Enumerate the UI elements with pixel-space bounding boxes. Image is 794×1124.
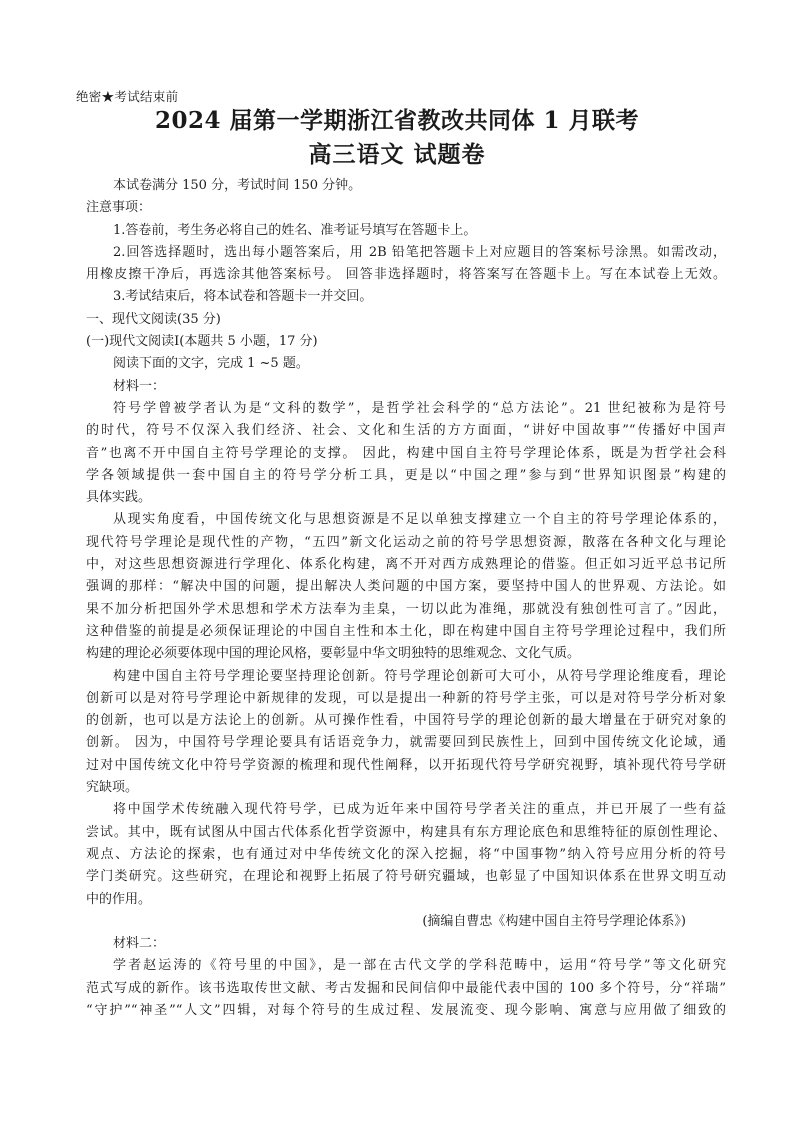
text-line: 的创新，也可以是方法论上的创新。从可操作性看，中国符号学的理论创新的最大增量在于研究对象的 — [86, 713, 726, 729]
text-line: 创新可以是对符号学理论中新规律的发现，可以是提出一种新的符号学主张，可以是对符号学分析对象 — [86, 690, 726, 706]
text-line: 1.答卷前，考生务必将自己的姓名、准考证号填写在答题卡上。 — [113, 222, 477, 238]
text-line: 具体实践。 — [86, 490, 152, 506]
text-line: 尝试。其中，既有试图从中国古代体系化哲学资源中，构建具有东方理论底色和思维特征的原创性理论、 — [86, 824, 726, 840]
text-line: 3.考试结束后，将本试卷和答题卡一并交回。 — [113, 289, 373, 305]
text-line: 究缺项。 — [86, 780, 139, 796]
text-line: 阅读下面的文字，完成 1 ~5 题。 — [113, 356, 309, 372]
text-line: 符号学曾被学者认为是“文科的数学”，是哲学社会科学的“总方法论”。21 世纪被称为是符号 — [113, 400, 726, 416]
text-line: 将中国学术传统融入现代符号学，已成为近年来中国符号学者关注的重点，并已开展了一些有益 — [113, 802, 726, 818]
text-line: 学门类研究。这些研究，在理论和视野上拓展了符号研究疆域，也彰显了中国知识体系在世界文明互动 — [86, 869, 726, 885]
text-line: 中，对这些思想资源进行学理化、体系化构建，离不开对西方成熟理论的借鉴。但正如习近平总书记所 — [86, 557, 726, 573]
text-line: 强调的那样：“解决中国的问题，提出解决人类问题的中国方案，要坚持中国人的世界观、方法论。如 — [86, 579, 726, 595]
text-line: 创新。 因为，中国符号学理论要具有话语竞争力，就需要回到民族性上，回到中国传统文化论域，通 — [86, 735, 726, 751]
text-line: 2.回答选择题时，选出每小题答案后，用 2B 铅笔把答题卡上对应题目的答案标号涂黑。如需改动， — [113, 244, 726, 260]
exam-title: 2024 届第一学期浙江省教改共同体 1 月联考 — [154, 107, 640, 134]
text-line: 音”也离不开中国自主符号学理论的支撑。 因此，构建中国自主符号学理论体系，既是为哲学社会科 — [86, 445, 726, 461]
text-line: 果不加分析把国外学术思想和学术方法奉为圭臬，一切以此为准绳，那就没有独创性可言了。”因此， — [86, 601, 726, 617]
text-line: 范式写成的新作。该书选取传世文献、考古发掘和民间信仰中最能代表中国的 100 多个符号，分“祥瑞” — [86, 980, 726, 996]
text-line: 的时代，符号不仅深入我们经济、社会、文化和生活的方方面面，“讲好中国故事”“传播好中国声 — [86, 423, 726, 439]
text-line: 本试卷满分 150 分，考试时间 150 分钟。 — [113, 178, 362, 193]
text-line: 观点、方法论的探索，也有通过对中华传统文化的深入挖掘，将“中国事物”纳入符号应用分析的符号 — [86, 846, 726, 862]
text-line: 现代符号学理论是现代性的产物，“五四”新文化运动之前的符号学思想资源，散落在各种文化与理论 — [86, 534, 726, 550]
text-line: 从现实角度看，中国传统文化与思想资源是不足以单独支撑建立一个自主的符号学理论体系的， — [113, 512, 726, 528]
text-line: 构建中国自主符号学理论要坚持理论创新。符号学理论创新可大可小，从符号学理论维度看，理论 — [113, 668, 726, 684]
text-line: 注意事项： — [86, 200, 152, 216]
text-line: 材料一： — [113, 378, 166, 394]
text-line: (一)现代文阅读Ⅰ(本题共 5 小题，17 分) — [86, 334, 318, 350]
text-line: 学者赵运涛的《符号里的中国》，是一部在古代文学的学科范畴中，运用“符号学”等文化研究 — [113, 958, 726, 974]
text-line: 材料二： — [113, 936, 166, 952]
text-line: 一、现代文阅读(35 分) — [86, 311, 221, 327]
text-line: 用橡皮擦干净后，再选涂其他答案标号。 回答非选择题时，将答案写在答题卡上。写在本试卷上无效。 — [86, 267, 726, 283]
text-line: 这种借鉴的前提是必须保证理论的中国自主性和本土化，即在构建中国自主符号学理论过程中，我们所 — [86, 623, 726, 639]
secret-mark: 绝密★考试结束前 — [76, 89, 179, 104]
text-line: 学各领域提供一套中国自主的符号学分析工具，更是以“中国之理”参与到“世界知识图景”构建的 — [86, 467, 726, 483]
exam-body — [86, 175, 726, 1022]
text-line: 构建的理论必须要体现中国的理论风格，要彰显中华文明独特的思维观念、文化气质。 — [86, 646, 581, 662]
text-line: 中的作用。 — [86, 891, 152, 907]
text-line: “守护”“神圣”“人文”四辑，对每个符号的生成过程、发展流变、现今影响、寓意与应用做了细致的 — [86, 1002, 726, 1018]
text-line: 过对中国传统文化中符号学资源的梳理和现代性阐释，以开拓现代符号学研究视野，填补现代符号学研 — [86, 757, 726, 773]
exam-subtitle: 高三语文 试题卷 — [308, 141, 486, 168]
source-citation: (摘编自曹忠《构建中国自主符号学理论体系》) — [422, 913, 686, 929]
